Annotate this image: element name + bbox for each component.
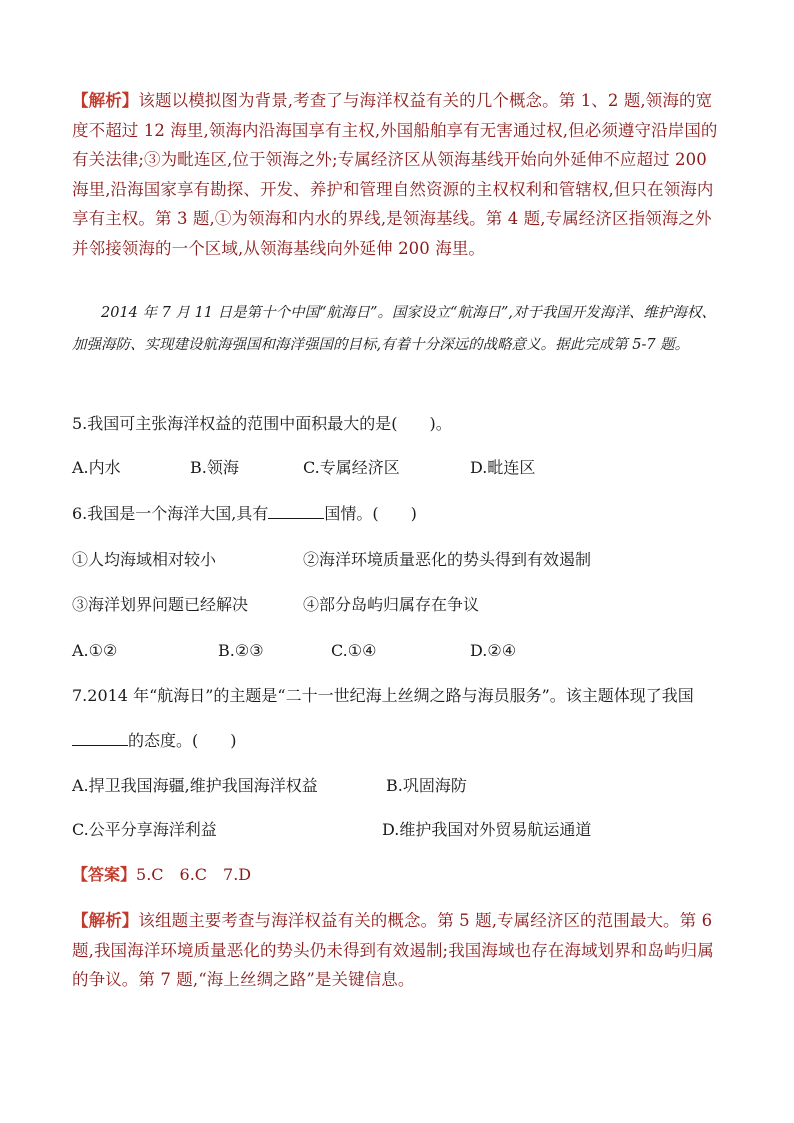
q7-stem-after: 的态度。( ) bbox=[128, 731, 237, 750]
q6-option-b: B.②③ bbox=[218, 641, 264, 660]
q6-statement-4: ④部分岛屿归属存在争议 bbox=[303, 595, 480, 614]
reading-passage: 2014 年 7 月 11 日是第十个中国“航海日”。国家设立“航海日”,对于我国开发海洋、维护海权、加强海防、实现建设航海强国和海洋强国的目标,有着十分深远的战略意义。据此完成第 5-7 题。 bbox=[72, 305, 716, 353]
answer-text: 5.C 6.C 7.D bbox=[136, 865, 252, 884]
explanation-text: 该题以模拟图为背景,考查了与海洋权益有关的几个概念。第 1、2 题,领海的宽度不超过 12 海里,领海内沿海国享有主权,外国船舶享有无害通过权,但必须遵守沿岸国的有关法律;③为毗连区,位于领海之外;专属经济区从领海基线开始向外延伸不应超过 200 海里,沿海国家享有勘探、开发、养护和管理自然资源的主权权利和管辖权,但只在领海内享有主权。第 3 题,①为领海和内水的界线,是领海基线。第 4 题,专属经济区指领海之外并邻接领海的一个区域,从领海基线向外延伸 200 海里。 bbox=[72, 91, 718, 258]
q6-option-a: A.①② bbox=[72, 641, 118, 660]
q6-option-c: C.①④ bbox=[331, 641, 377, 660]
question-7-stem-line2 bbox=[72, 730, 724, 752]
q6-statement-3: ③海洋划界问题已经解决 bbox=[72, 595, 249, 614]
question-7-stem-line1: 7.2014 年“航海日”的主题是“二十一世纪海上丝绸之路与海员服务”。该主题体现了我国 bbox=[72, 686, 694, 705]
q7-option-b: B.巩固海防 bbox=[386, 776, 467, 795]
question-5-stem: 5.我国可主张海洋权益的范围中面积最大的是( )。 bbox=[72, 414, 452, 433]
q5-option-b: B.领海 bbox=[190, 458, 239, 477]
explanation-2 bbox=[72, 906, 724, 995]
q5-option-c: C.专属经济区 bbox=[303, 458, 400, 477]
explanation-1 bbox=[72, 86, 724, 263]
explanation-text-2: 该组题主要考查与海洋权益有关的概念。第 5 题,专属经济区的范围最大。第 6 题,我国海洋环境质量恶化的势头仍未得到有效遏制;我国海域也存在海域划界和岛屿归属的争议。第 7 题,“海上丝绸之路”是关键信息。 bbox=[72, 911, 714, 989]
question-6-stem bbox=[72, 503, 724, 525]
q6-answer-blank bbox=[268, 504, 324, 519]
q5-option-d: D.毗连区 bbox=[470, 458, 536, 477]
q5-option-a: A.内水 bbox=[72, 458, 121, 477]
q7-option-d: D.维护我国对外贸易航运通道 bbox=[382, 820, 592, 839]
explanation-tag-2: 【解析】 bbox=[72, 911, 139, 930]
answer-tag: 【答案】 bbox=[72, 865, 137, 884]
q7-option-a: A.捍卫我国海疆,维护我国海洋权益 bbox=[72, 776, 318, 795]
q7-answer-blank bbox=[72, 731, 128, 746]
q6-option-d: D.②④ bbox=[470, 641, 517, 660]
q6-stem-after: 国情。( ) bbox=[324, 504, 417, 523]
answer-line bbox=[72, 864, 724, 886]
q6-statement-1: ①人均海域相对较小 bbox=[72, 550, 217, 569]
q7-option-c: C.公平分享海洋利益 bbox=[72, 820, 217, 839]
q6-stem-before: 6.我国是一个海洋大国,具有 bbox=[72, 504, 269, 523]
explanation-tag: 【解析】 bbox=[72, 91, 139, 110]
q6-statement-2: ②海洋环境质量恶化的势头得到有效遏制 bbox=[303, 550, 592, 569]
